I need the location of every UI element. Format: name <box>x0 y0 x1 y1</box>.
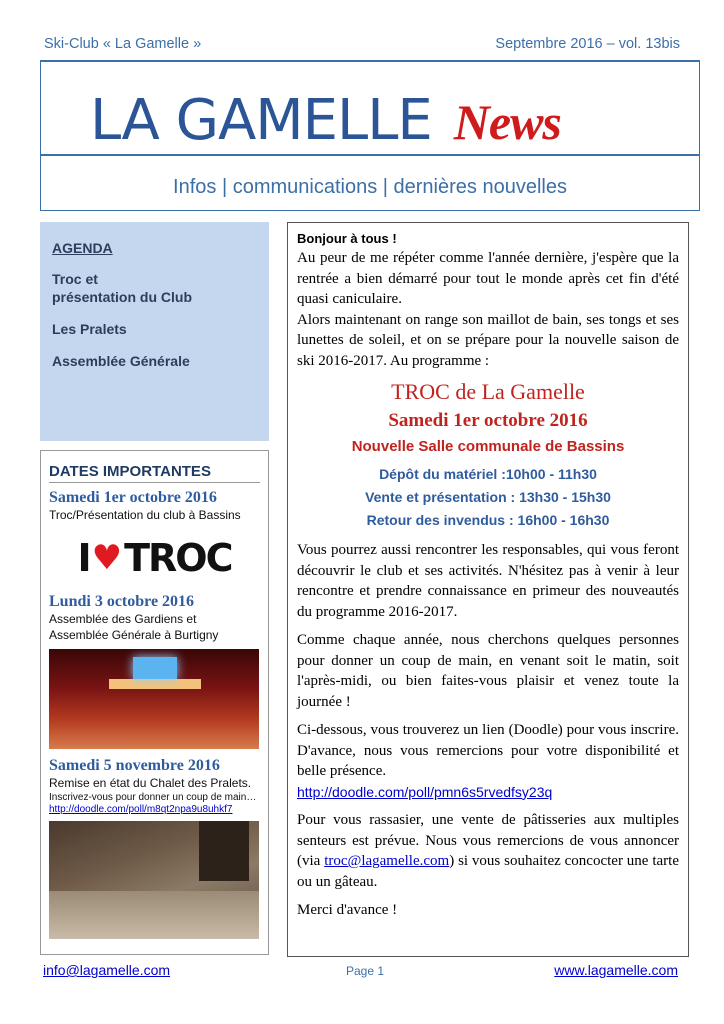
footer-email-link[interactable]: info@lagamelle.com <box>43 962 171 978</box>
footer <box>40 962 700 984</box>
dates-heading: DATES IMPORTANTES <box>49 463 260 483</box>
door-shape <box>199 821 249 881</box>
agenda-item-troc <box>52 270 257 306</box>
event-date: Samedi 1er octobre 2016 <box>49 489 217 506</box>
paragraph-volunteers: Comme chaque année, nous cherchons quelques personnes pour donner un coup de main, en venant soit le matin, soit l'après-midi, ou bien faites-vous plaisir et venez toute la journée ! <box>297 632 679 710</box>
intro-paragraph: Au peur de me répéter comme l'année dernière, j'espère que la rentrée a bien démarré pour tout le monde après cet fin d'été quasi caniculaire. <box>297 250 679 307</box>
stage-shape <box>109 679 201 689</box>
agenda-item-label: présentation du Club <box>52 289 192 305</box>
patisseries-text: Pour vous rassasier, une vente de pâtisseries aux multiples senteurs est prévue. Nous vous remercions de vous annoncer (via <box>297 812 679 869</box>
schedule-item: Dépôt du matériel :10h00 - 11h30 <box>379 466 597 482</box>
intro-paragraph-2: Alors maintenant on range son maillot de bain, ses tongs et ses lunettes de soleil, et on se prépare pour la nouvelle saison de ski 2016-2017. Au programme : <box>297 311 679 369</box>
divider-title <box>40 154 700 156</box>
page-number: Page 1 <box>346 964 385 978</box>
screen-shape <box>133 657 177 679</box>
logo-letter: I <box>77 536 90 580</box>
newsletter-subtitle: Infos | communications | dernières nouvelles <box>173 176 567 198</box>
club-name: Ski-Club « La Gamelle » <box>44 36 202 52</box>
important-dates-box <box>40 450 269 955</box>
i-love-troc-logo <box>49 523 260 593</box>
schedule-item: Retour des invendus : 16h00 - 16h30 <box>366 512 610 528</box>
heart-icon: ♥ <box>91 538 121 578</box>
agenda-item-label: Troc et <box>52 271 98 287</box>
assembly-hall-photo <box>49 649 259 749</box>
event-note: Inscrivez-vous pour donner un coup de main… <box>49 792 257 803</box>
paragraph-doodle: Ci-dessous, vous trouverez un lien (Doodle) pour vous inscrire. D'avance, nous vous remercions pour votre disponibilité et belle présence. <box>297 722 679 779</box>
troc-email-link[interactable]: troc@lagamelle.com <box>324 853 450 869</box>
agenda-item-pralets: Les Pralets <box>52 321 127 337</box>
agenda-heading: AGENDA <box>52 240 113 256</box>
doodle-link[interactable]: http://doodle.com/poll/pmn6s5rvedfsy23q <box>297 783 553 800</box>
divider-subtitle <box>40 210 700 211</box>
event-text: Troc/Présentation du club à Bassins <box>49 508 241 522</box>
schedule-item: Vente et présentation : 13h30 - 15h30 <box>365 489 611 505</box>
event-text: Remise en état du Chalet des Pralets. <box>49 776 252 790</box>
issue-info: Septembre 2016 – vol. 13bis <box>495 36 680 52</box>
divider-top <box>40 60 700 62</box>
schedule <box>297 463 679 532</box>
agenda-box <box>40 222 269 441</box>
newsletter-title-accent: News <box>453 94 561 150</box>
paragraph-responsables: Vous pourrez aussi rencontrer les responsables, qui vous feront découvrir le club et ses activités. N'hésitez pas à venir à leur rencontre et prendre connaissance en primeur des nouveautés du programme 2016-2017. <box>297 542 679 620</box>
doodle-link-pralets[interactable]: http://doodle.com/poll/m8qt2npa9u8uhkf7 <box>49 804 233 815</box>
main-article <box>287 222 689 957</box>
event-date: Samedi 5 novembre 2016 <box>49 757 220 774</box>
event-date-heading: Samedi 1er octobre 2016 <box>388 410 588 431</box>
agenda-item-assemblee: Assemblée Générale <box>52 353 190 369</box>
patisseries-text-end: ) si vous souhaitez concocter une tarte ou un gâteau. <box>297 853 679 890</box>
paragraph-patisseries <box>297 810 679 892</box>
event-place: Nouvelle Salle communale de Bassins <box>351 438 625 455</box>
newsletter-title: LA GAMELLE <box>90 88 432 153</box>
footer-website-link[interactable]: www.lagamelle.com <box>554 962 678 978</box>
thanks: Merci d'avance ! <box>297 902 398 918</box>
masthead <box>90 88 561 160</box>
chalet-photo <box>49 821 259 939</box>
event-title: TROC de La Gamelle <box>391 379 585 404</box>
event-text: Assemblée des Gardiens et <box>49 612 197 626</box>
floor-shape <box>49 891 259 939</box>
logo-word: TROC <box>124 536 232 580</box>
event-date: Lundi 3 octobre 2016 <box>49 593 195 610</box>
greeting: Bonjour à tous ! <box>297 231 397 246</box>
event-text: Assemblée Générale à Burtigny <box>49 628 219 642</box>
